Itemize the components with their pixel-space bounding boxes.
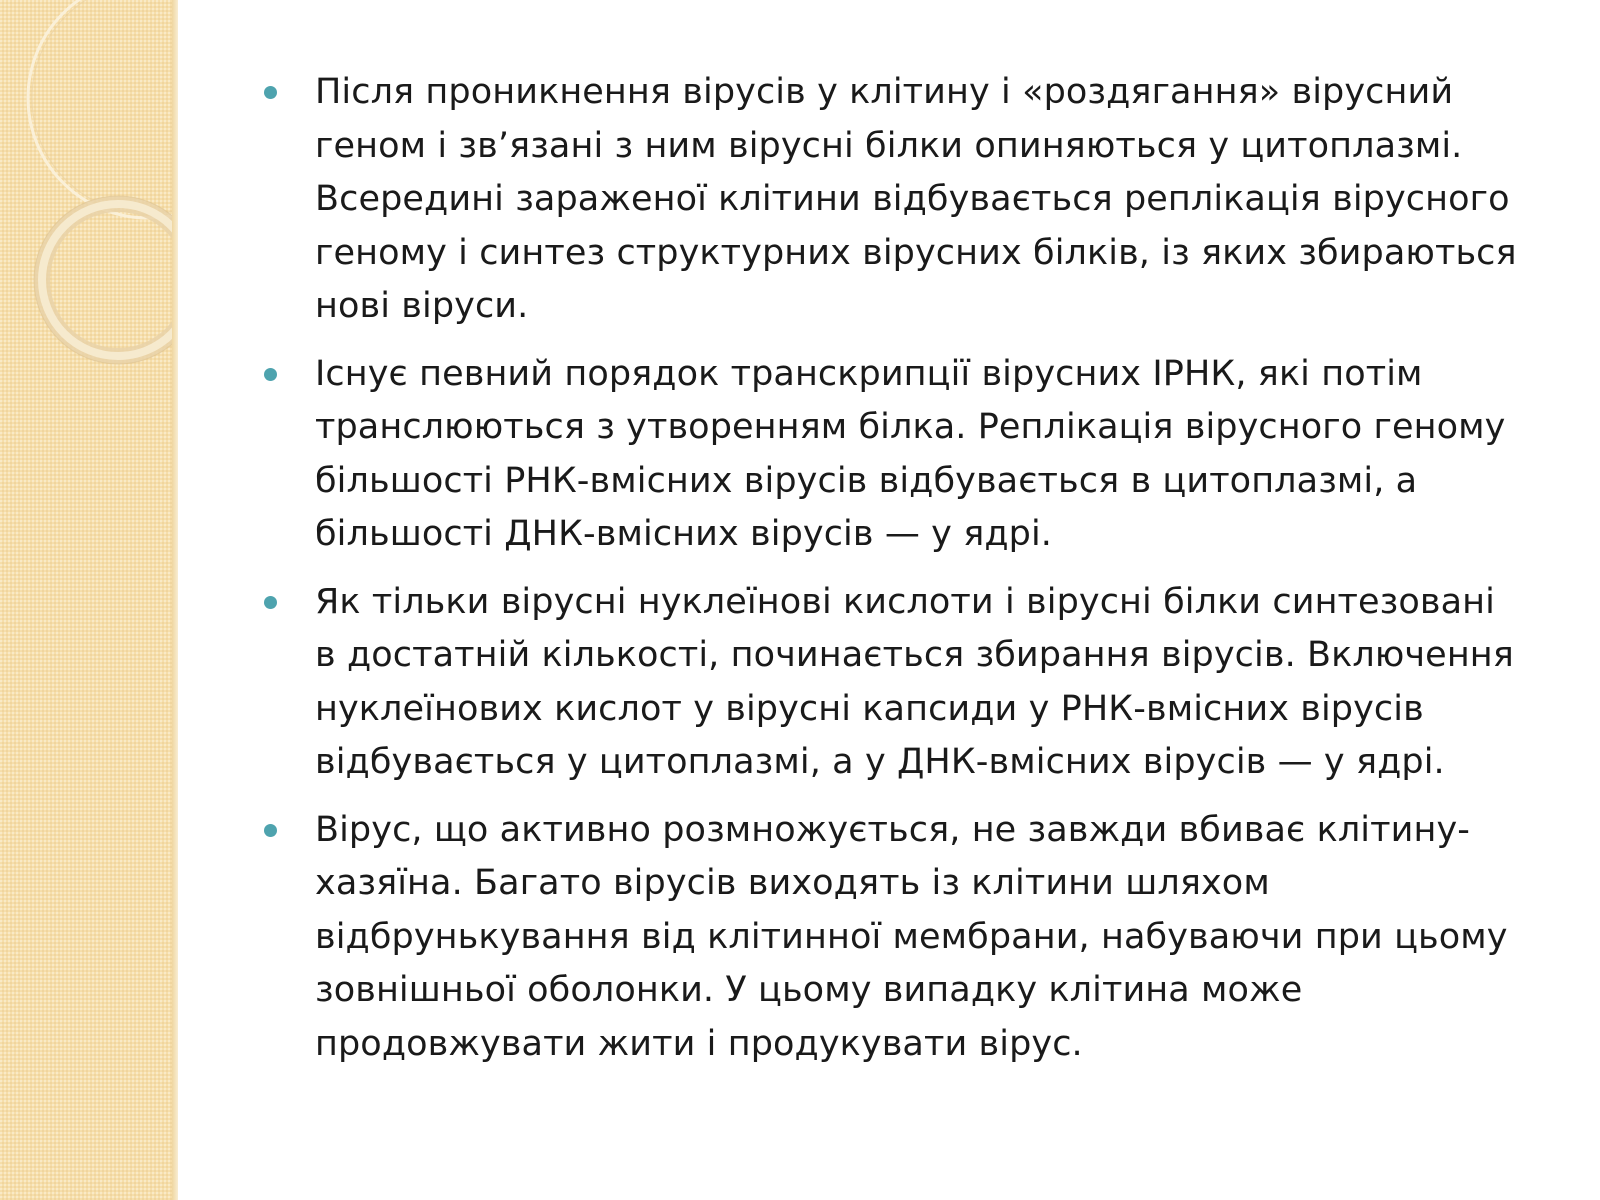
bullet-dot-icon: [264, 86, 277, 99]
bullet-text: Існує певний порядок транскрипції вірусних ІРНК, які потім транслюються з утворенням білка. Реплікація вірусного геному більшості РНК-вмісних вірусів відбувається в цитоплазмі, а більшості ДНК-вмісних вірусів — у ядрі.: [315, 353, 1506, 554]
decorative-side-panel: [0, 0, 178, 1200]
slide-content: [258, 66, 1518, 1085]
bullet-item: [258, 66, 1518, 334]
bullet-text: Вірус, що активно розмножується, не завжди вбиває клітину-хазяїна. Багато вірусів виходять із клітини шляхом відбрунькування від клітинної мембрани, набуваючи при цьому зовнішньої оболонки. У цьому випадку клітина може продовжувати жити і продукувати вірус.: [315, 809, 1508, 1064]
bullet-dot-icon: [264, 368, 277, 381]
decorative-rings: [0, 0, 178, 1200]
bullet-dot-icon: [264, 824, 277, 837]
bullet-list: [258, 66, 1518, 1071]
panel-edge: [172, 0, 178, 1200]
decorative-ring-large-inner: [32, 0, 178, 214]
bullet-text: Після проникнення вірусів у клітину і «роздягання» вірусний геном і зв’язані з ним вірусні білки опиняються у цитоплазмі. Всередині зараженої клітини відбувається реплікація вірусного геному і синтез структурних вірусних білків, із яких збираються нові віруси.: [315, 72, 1517, 326]
decorative-ring-large: [28, 0, 178, 218]
bullet-text: Як тільки вірусні нуклеїнові кислоти і вірусні білки синтезовані в достатній кількості, починається збирання вірусів. Включення нуклеїнових кислот у вірусні капсиди у РНК-вмісних вірусів відбувається у цитоплазмі, а у ДНК-вмісних вірусів — у ядрі.: [315, 581, 1514, 782]
bullet-dot-icon: [264, 596, 277, 609]
bullet-item: [258, 576, 1518, 790]
bullet-item: [258, 804, 1518, 1072]
decorative-ring-medium-highlight: [42, 204, 178, 356]
bullet-item: [258, 348, 1518, 562]
